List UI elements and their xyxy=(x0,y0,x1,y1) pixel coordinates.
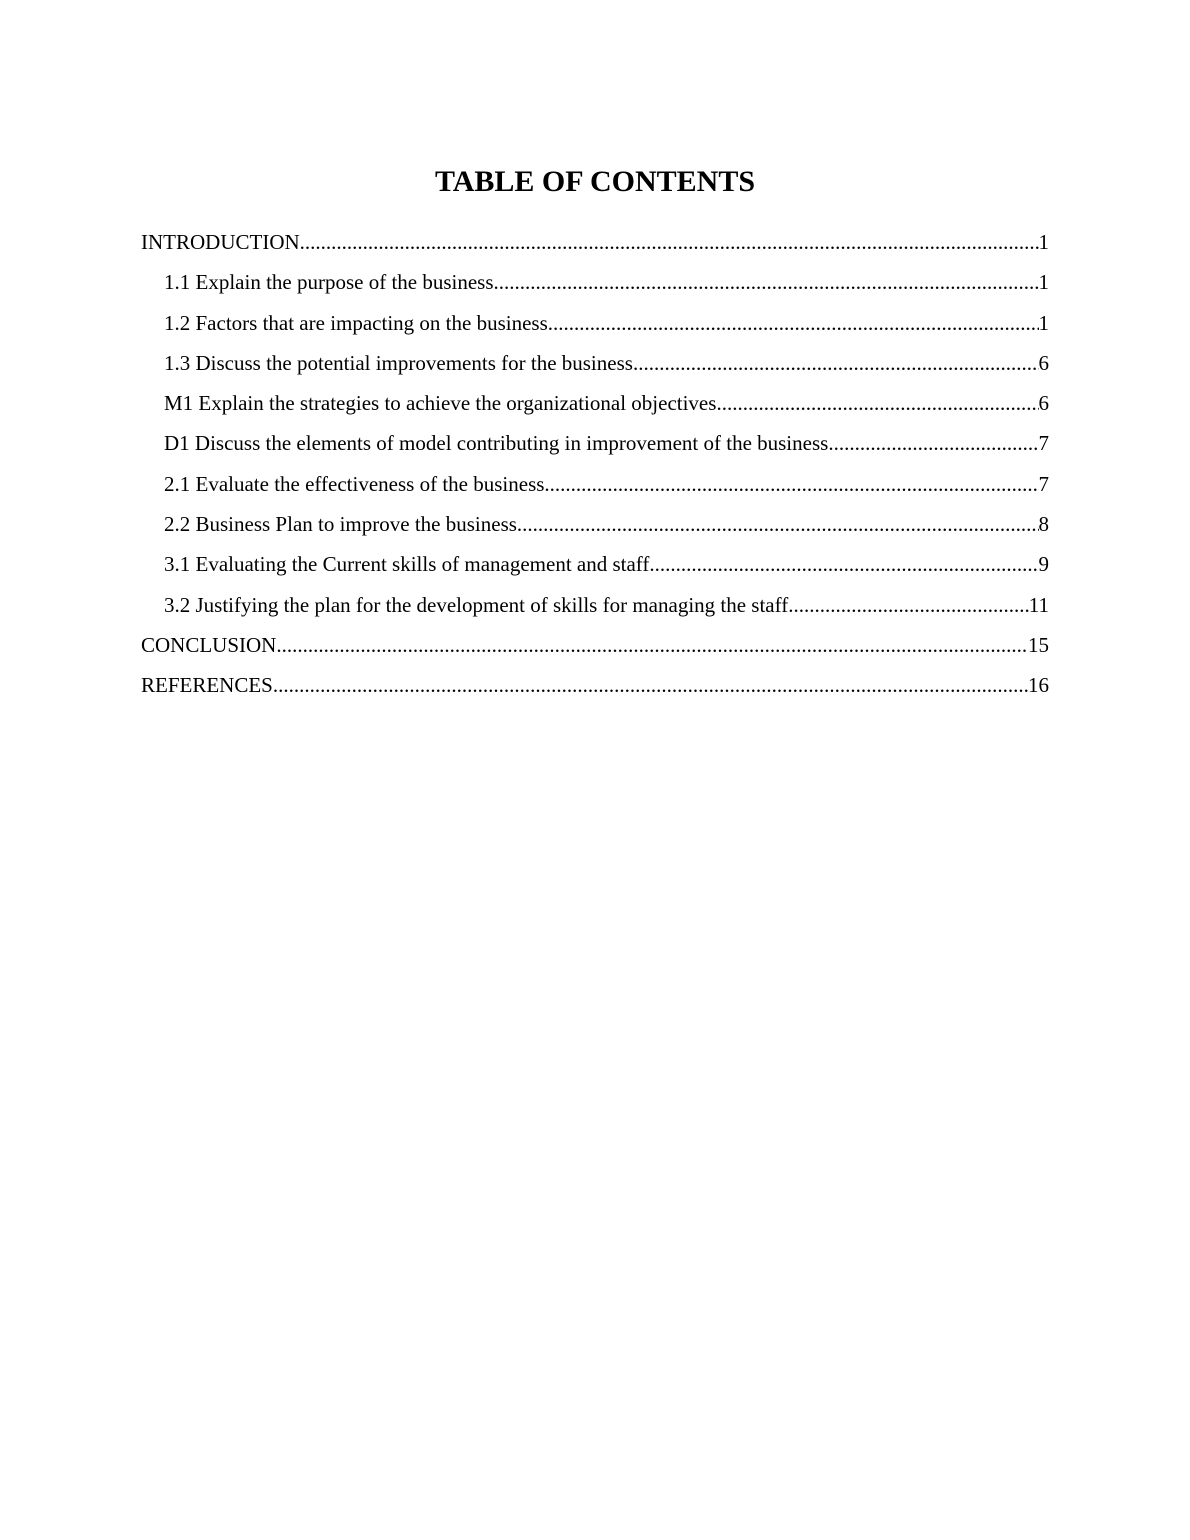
toc-dot-leader xyxy=(276,625,1028,665)
toc-entry-conclusion[interactable] xyxy=(141,625,1049,665)
toc-dot-leader xyxy=(300,222,1039,262)
toc-page-number: 6 xyxy=(1038,350,1049,375)
toc-entry-1-3[interactable] xyxy=(141,343,1049,383)
toc-dot-leader xyxy=(517,504,1039,544)
toc-page-number: 7 xyxy=(1038,471,1049,496)
toc-entry-1-1[interactable] xyxy=(141,262,1049,302)
toc-dot-leader xyxy=(633,343,1039,383)
toc-title: TABLE OF CONTENTS xyxy=(434,165,756,198)
toc-entry-text: D1 Discuss the elements of model contributing in improvement of the business xyxy=(164,431,829,456)
toc-page-number: 1 xyxy=(1038,230,1049,254)
toc-page-number: 1 xyxy=(1038,310,1049,335)
toc-entry-text: 1.2 Factors that are impacting on the business xyxy=(164,310,548,335)
toc-entry-text: REFERENCES xyxy=(141,673,273,698)
toc-entry-text: M1 Explain the strategies to achieve the organizational objectives xyxy=(164,391,717,416)
toc-entry-3-1[interactable] xyxy=(141,544,1049,584)
toc-entry-1-2[interactable] xyxy=(141,303,1049,343)
toc-page-number: 8 xyxy=(1038,512,1049,537)
toc-page-number: 16 xyxy=(1028,673,1049,698)
toc-entry-text: INTRODUCTION xyxy=(141,230,300,254)
toc-entry-text: 1.1 Explain the purpose of the business xyxy=(164,270,494,295)
toc-dot-leader xyxy=(788,585,1029,625)
toc-entry-3-2[interactable] xyxy=(141,585,1049,625)
toc-entry-text: CONCLUSION xyxy=(141,632,277,657)
toc-dot-leader xyxy=(716,383,1038,423)
toc-entry-text: 3.2 Justifying the plan for the development of skills for managing the staff xyxy=(164,592,789,617)
toc-entry-introduction[interactable] xyxy=(141,222,1049,262)
toc-entry-text: 3.1 Evaluating the Current skills of management and staff xyxy=(164,552,650,577)
toc-entry-d1[interactable] xyxy=(141,423,1049,463)
toc-entry-text: 1.3 Discuss the potential improvements for the business xyxy=(164,350,633,375)
toc-entry-2-1[interactable] xyxy=(141,464,1049,504)
toc-entry-2-2[interactable] xyxy=(141,504,1049,544)
toc-dot-leader xyxy=(544,464,1038,504)
toc-dot-leader xyxy=(828,423,1038,463)
toc-list xyxy=(141,222,1049,706)
toc-page-number: 6 xyxy=(1038,391,1049,416)
toc-page-number: 9 xyxy=(1038,552,1049,577)
toc-page-number: 7 xyxy=(1038,431,1049,456)
toc-entry-text: 2.1 Evaluate the effectiveness of the business xyxy=(164,471,545,496)
toc-dot-leader xyxy=(649,544,1038,584)
toc-entry-references[interactable] xyxy=(141,665,1049,705)
toc-page-number: 15 xyxy=(1028,632,1049,657)
toc-entry-m1[interactable] xyxy=(141,383,1049,423)
toc-page-number: 1 xyxy=(1038,270,1049,295)
toc-entry-text: 2.2 Business Plan to improve the business xyxy=(164,512,517,537)
toc-dot-leader xyxy=(273,665,1028,705)
toc-page-number: 11 xyxy=(1028,592,1049,617)
toc-dot-leader xyxy=(548,303,1039,343)
toc-dot-leader xyxy=(494,262,1039,302)
